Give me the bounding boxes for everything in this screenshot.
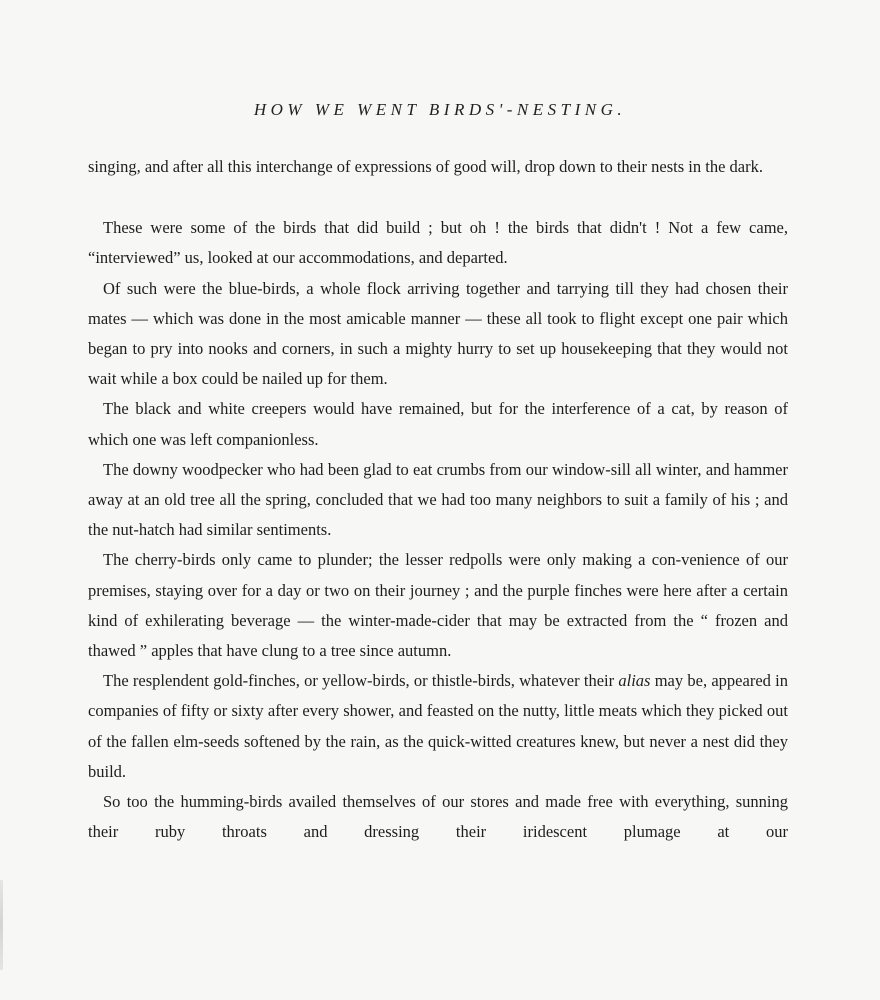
paragraph-woodpecker: The downy woodpecker who had been glad to eat crumbs from our window-sill all winter, and hammer away at an old tree all the spring, concluded that we had too many neighbors to suit a family of his ; and the nut-hatch had similar sentiments. <box>88 459 788 540</box>
paragraph-gold-finches <box>88 666 788 787</box>
gold-finches-text-after: may be, appeared in companies of fifty or sixty after every shower, and feasted on the nutty, little meats which they picked out of the fallen elm-seeds softened by the rain, as the quick-witted creatures knew, but never a nest did they build. <box>88 671 788 781</box>
running-head: HOW WE WENT BIRDS'-NESTING. <box>253 100 627 119</box>
paragraph-creepers: The black and white creepers would have remained, but for the interference of a cat, by reason of which one was left companionless. <box>88 399 788 449</box>
paragraph-cherry-birds: The cherry-birds only came to plunder; the lesser redpolls were only making a con-venience of our premises, staying over for a day or two on their journey ; and the purple finches were here after a certain kind of exhilerating beverage — the winter-made-cider that may be extracted from the “ frozen and thawed ” apples that have clung to a tree since autumn. <box>88 550 788 661</box>
paragraph-birds-that-did-build: These were some of the birds that did build ; but oh ! the birds that didn't ! Not a few came, “interviewed” us, looked at our accommodations, and departed. <box>88 218 788 268</box>
gold-finches-text-before: The resplendent gold-finches, or yellow-birds, or thistle-birds, whatever their <box>103 671 619 691</box>
page-edge-shadow <box>0 880 3 970</box>
paragraph-humming-birds: So too the humming-birds availed themselves of our stores and made free with everything, sunning their ruby throats and dressing their iridescent plumage at our <box>88 792 788 842</box>
paragraph-blue-birds: Of such were the blue-birds, a whole flock arriving together and tarrying till they had chosen their mates — which was done in the most amicable manner — these all took to flight except one pair which began to pry into nooks and corners, in such a mighty hurry to set up housekeeping that they would not wait while a box could be nailed up for them. <box>88 278 788 389</box>
body-text <box>88 152 788 847</box>
gold-finches-italic-alias: alias <box>618 671 651 691</box>
paragraph-continuation: singing, and after all this interchange of expressions of good will, drop down to their nests in the dark. <box>88 157 763 176</box>
